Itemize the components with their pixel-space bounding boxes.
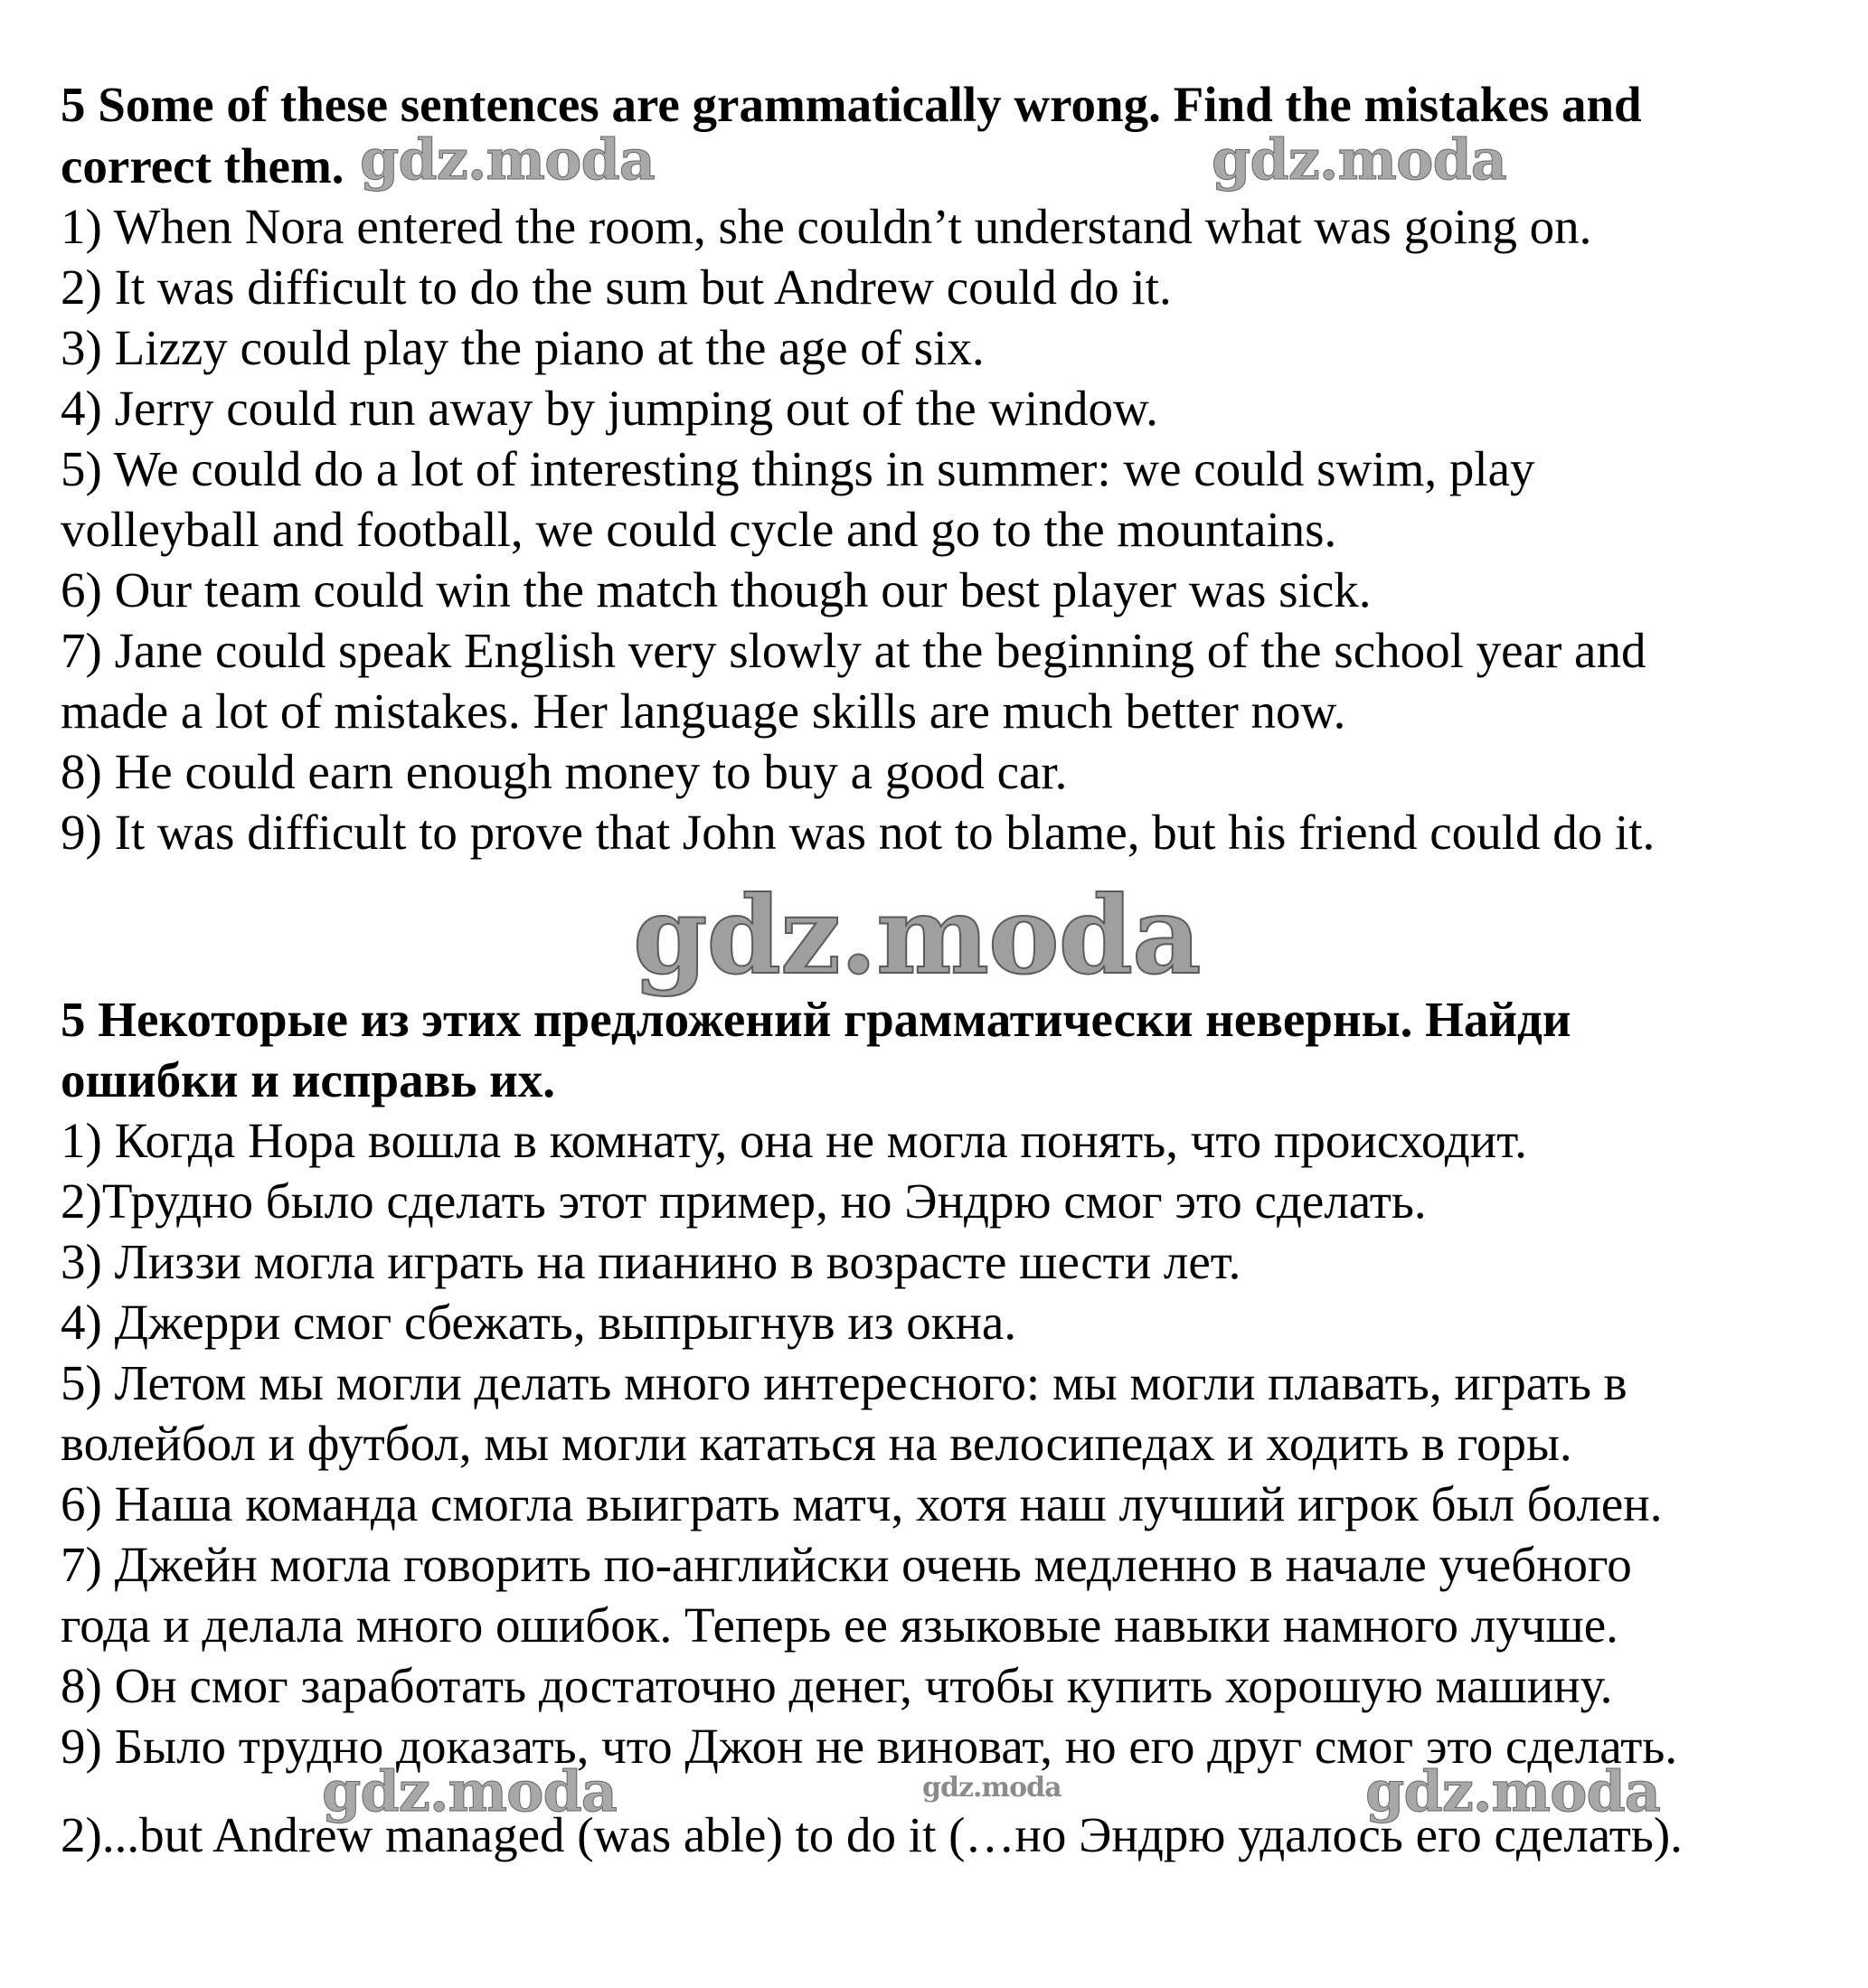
english-sentence: 9) It was difficult to prove that John was not to blame, but his friend could do it. — [61, 805, 1656, 860]
english-sentence: 6) Our team could win the match though our best player was sick. — [61, 562, 1372, 617]
answer-line: 2)...but Andrew managed (was able) to do it (…но Эндрю удалось его сделать). — [61, 1807, 1683, 1862]
english-sentence: 4) Jerry could run away by jumping out of the window. — [61, 381, 1158, 436]
english-sentence: 1) When Nora entered the room, she couldn’t understand what was going on. — [61, 199, 1592, 254]
russian-sentence: 8) Он смог заработать достаточно денег, чтобы купить хорошую машину. — [61, 1658, 1613, 1713]
watermark-logo: gdz.moda — [1365, 1758, 1660, 1824]
english-sentence: 3) Lizzy could play the piano at the age of six. — [61, 320, 985, 375]
watermark-logo: gdz.moda — [1212, 127, 1506, 193]
english-sentence: 8) He could earn enough money to buy a good car. — [61, 744, 1068, 799]
russian-sentence: 4) Джерри смог сбежать, выпрыгнув из окна. — [61, 1295, 1017, 1350]
russian-sentence: 6) Наша команда смогла выиграть матч, хотя наш лучший игрок был болен. — [61, 1476, 1663, 1531]
russian-sentence: 1) Когда Нора вошла в комнату, она не могла понять, что происходит. — [61, 1113, 1527, 1168]
russian-sentence: 3) Лиззи могла играть на пианино в возрасте шести лет. — [61, 1234, 1241, 1289]
english-sentence: made a lot of mistakes. Her language skills are much better now. — [61, 683, 1346, 739]
russian-sentence: волейбол и футбол, мы могли кататься на велосипедах и ходить в горы. — [61, 1416, 1572, 1471]
watermark-logo: gdz.moda — [922, 1772, 1061, 1804]
english-sentence: 2) It was difficult to do the sum but Andrew could do it. — [61, 259, 1172, 315]
russian-heading-line1: 5 Некоторые из этих предложений грамматически неверны. Найди — [61, 992, 1571, 1047]
russian-sentence: 5) Летом мы могли делать много интересного: мы могли плавать, играть в — [61, 1355, 1627, 1410]
watermark-logo: gdz.moda — [360, 127, 655, 193]
russian-sentence: 2)Трудно было сделать этот пример, но Эндрю смог это сделать. — [61, 1173, 1427, 1229]
russian-sentence: 7) Джейн могла говорить по-английски очень медленно в начале учебного — [61, 1537, 1632, 1592]
russian-sentence: года и делала много ошибок. Теперь ее языковые навыки намного лучше. — [61, 1597, 1618, 1653]
russian-sentence: 9) Было трудно доказать, что Джон не виноват, но его друг смог это сделать. — [61, 1719, 1678, 1774]
russian-heading-line2: ошибки и исправь их. — [61, 1052, 556, 1107]
english-sentence: 7) Jane could speak English very slowly at the beginning of the school year and — [61, 623, 1646, 678]
english-sentence: 5) We could do a lot of interesting things in summer: we could swim, play — [61, 441, 1535, 496]
english-sentence: volleyball and football, we could cycle and go to the mountains. — [61, 502, 1337, 557]
watermark-logo: gdz.moda — [322, 1758, 617, 1824]
english-heading-line1: 5 Some of these sentences are grammatically wrong. Find the mistakes and — [61, 77, 1642, 132]
english-heading-line2: correct them. — [61, 138, 344, 193]
watermark-logo: gdz.moda — [633, 872, 1201, 998]
